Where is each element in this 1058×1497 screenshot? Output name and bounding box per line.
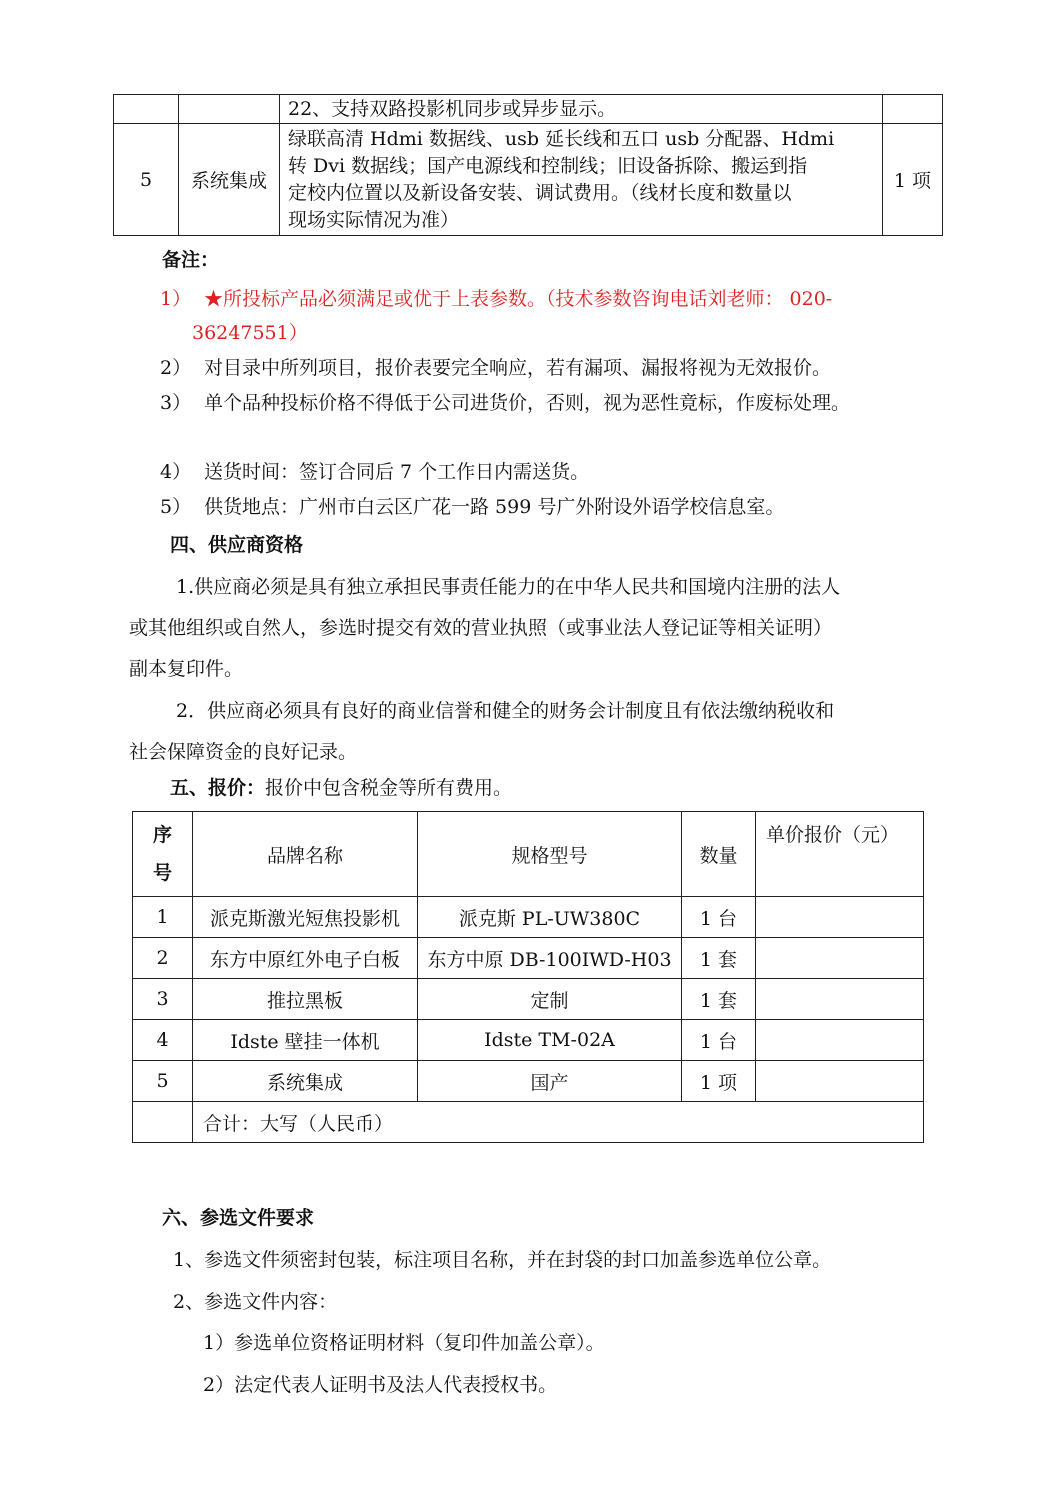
table-header-row — [133, 812, 924, 897]
header-price: 单价报价（元） — [756, 812, 924, 897]
row-no: 3 — [133, 979, 193, 1020]
spec-table — [113, 94, 943, 236]
section-5-heading — [170, 773, 512, 800]
notes-title: 备注： — [162, 249, 220, 271]
spec-cell: 22、支持双路投影机同步或异步显示。 — [280, 95, 883, 124]
note-number: 2） — [160, 357, 192, 379]
row-price — [756, 897, 924, 938]
table-row — [133, 938, 924, 979]
section-4-paragraph: 社会保障资金的良好记录。 — [129, 741, 358, 763]
note-number: 4） — [160, 461, 192, 483]
header-qty: 数量 — [682, 812, 756, 897]
no-cell: 5 — [114, 124, 179, 236]
note-item-2: 对目录中所列项目，报价表要完全响应，若有漏项、漏报将视为无效报价。 — [204, 357, 832, 379]
table-total-row — [133, 1102, 924, 1143]
row-no: 1 — [133, 897, 193, 938]
section-4-paragraph: 副本复印件。 — [129, 658, 244, 680]
section-5-text: 报价中包含税金等所有费用。 — [265, 777, 513, 799]
row-price — [756, 938, 924, 979]
row-qty: 1 项 — [682, 1061, 756, 1102]
row-price — [756, 1061, 924, 1102]
row-qty: 1 套 — [682, 938, 756, 979]
section-6-sub-1: 1）参选单位资格证明材料（复印件加盖公章）。 — [203, 1332, 605, 1354]
table-row — [133, 1061, 924, 1102]
section-4-paragraph: 1.供应商必须是具有独立承担民事责任能力的在中华人民共和国境内注册的法人 — [176, 576, 841, 598]
note-number: 1） — [160, 288, 192, 310]
note-number: 3） — [160, 392, 192, 414]
note-item-3: 单个品种投标价格不得低于公司进货价，否则，视为恶性竟标，作废标处理。 — [204, 392, 851, 414]
row-brand: Idste 壁挂一体机 — [193, 1020, 418, 1061]
section-5-title: 五、报价： — [170, 777, 266, 799]
section-4-paragraph: 2．供应商必须具有良好的商业信誉和健全的财务会计制度且有依法缴纳税收和 — [176, 700, 835, 722]
section-6-sub-2: 2）法定代表人证明书及法人代表授权书。 — [203, 1374, 558, 1396]
total-empty-cell — [133, 1102, 193, 1143]
total-label: 合计：大写（人民币） — [193, 1102, 924, 1143]
row-model: 派克斯 PL-UW380C — [418, 897, 682, 938]
row-price — [756, 1020, 924, 1061]
quote-table — [132, 811, 924, 1143]
row-qty: 1 套 — [682, 979, 756, 1020]
row-qty: 1 台 — [682, 897, 756, 938]
no-cell — [114, 95, 179, 124]
row-brand: 系统集成 — [193, 1061, 418, 1102]
section-6-item-1: 1、参选文件须密封包装，标注项目名称，并在封袋的封口加盖参选单位公章。 — [173, 1249, 832, 1271]
header-no — [133, 812, 193, 897]
name-cell — [179, 95, 280, 124]
section-6-item-2: 2、参选文件内容： — [173, 1291, 338, 1313]
row-brand: 派克斯激光短焦投影机 — [193, 897, 418, 938]
section-4-title: 四、供应商资格 — [170, 534, 304, 556]
table-row — [133, 1020, 924, 1061]
row-model: 东方中原 DB-100IWD-H03 — [418, 938, 682, 979]
row-qty: 1 台 — [682, 1020, 756, 1061]
row-brand: 推拉黑板 — [193, 979, 418, 1020]
note-item-1: ★所投标产品必须满足或优于上表参数。（技术参数咨询电话刘老师： 020- — [204, 288, 833, 310]
spec-line: 定校内位置以及新设备安装、调试费用。（线材长度和数量以 — [288, 181, 792, 204]
qty-cell — [883, 95, 943, 124]
spec-line: 绿联高清 Hdmi 数据线、usb 延长线和五口 usb 分配器、Hdmi — [288, 127, 835, 150]
header-brand: 品牌名称 — [193, 812, 418, 897]
section-6-title: 六、参选文件要求 — [162, 1207, 315, 1229]
qty-cell: 1 项 — [883, 124, 943, 236]
row-brand: 东方中原红外电子白板 — [193, 938, 418, 979]
section-4-paragraph: 或其他组织或自然人，参选时提交有效的营业执照（或事业法人登记证等相关证明） — [129, 617, 833, 639]
row-no: 2 — [133, 938, 193, 979]
table-row — [133, 897, 924, 938]
row-no: 5 — [133, 1061, 193, 1102]
table-row — [133, 979, 924, 1020]
spec-line: 现场实际情况为准） — [288, 208, 460, 231]
note-number: 5） — [160, 496, 192, 518]
header-no-line: 序 — [152, 824, 172, 846]
row-price — [756, 979, 924, 1020]
row-model: 国产 — [418, 1061, 682, 1102]
note-item-5: 供货地点：广州市白云区广花一路 599 号广外附设外语学校信息室。 — [204, 496, 785, 518]
table-row — [114, 95, 943, 124]
note-item-4: 送货时间：签订合同后 7 个工作日内需送货。 — [204, 461, 590, 483]
header-model: 规格型号 — [418, 812, 682, 897]
row-model: 定制 — [418, 979, 682, 1020]
name-cell: 系统集成 — [179, 124, 280, 236]
table-row — [114, 124, 943, 236]
spec-line: 转 Dvi 数据线；国产电源线和控制线；旧设备拆除、搬运到指 — [288, 154, 808, 177]
note-item-1-cont: 36247551） — [192, 322, 308, 344]
row-model: Idste TM-02A — [418, 1020, 682, 1061]
header-no-line: 号 — [152, 862, 172, 884]
spec-cell — [280, 124, 883, 236]
row-no: 4 — [133, 1020, 193, 1061]
